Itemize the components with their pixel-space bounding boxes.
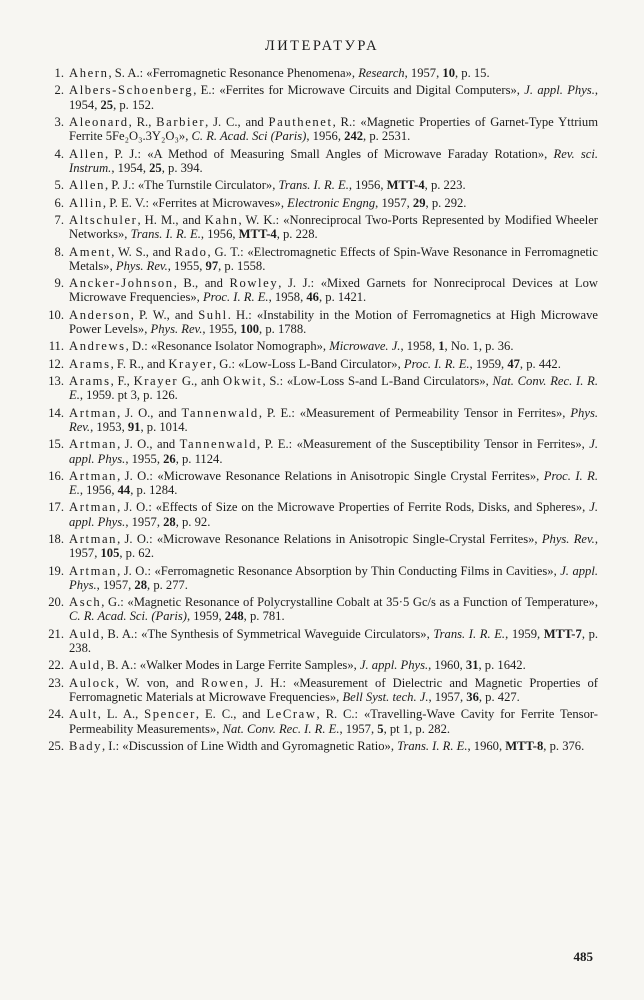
reference-number: 18. — [48, 532, 64, 547]
volume-number: 248 — [224, 609, 244, 624]
reference-text: , L. A., — [97, 707, 145, 722]
author-name: Albers-Schoenberg — [69, 83, 194, 98]
author-name: Altschuler — [69, 212, 138, 227]
author-name: Krayer — [168, 356, 213, 371]
page-title: ЛИТЕРАТУРА — [264, 38, 380, 54]
author-name: Pauthenet — [268, 114, 333, 129]
reference-text: , J. O., and — [117, 405, 182, 420]
reference-text: , B., and — [173, 276, 230, 291]
reference-text: , 1954, — [111, 160, 150, 175]
reference-text: , B. A.: «The Synthesis of Symmetrical Waveguide Circulators», — [100, 626, 434, 641]
reference-text: , S. A.: «Ferromagnetic Resonance Phenomena», — [108, 66, 359, 80]
journal-title: Phys. Rev. — [69, 405, 598, 434]
reference-text: , G. T.: «Electromagnetic Effects of Spin-Wave Resonance in Ferromagnetic Metals», — [69, 244, 598, 273]
reference-item — [18, 245, 598, 273]
reference-item — [18, 676, 598, 704]
volume-number: 97 — [205, 258, 219, 273]
reference-text: , 1960, — [428, 658, 466, 673]
reference-text: , G.: «Magnetic Resonance of Polycrystalline Cobalt at 35·5 Gc/s as a Function of Temperature», — [101, 595, 598, 610]
volume-number: MTT-4 — [386, 178, 425, 193]
reference-item — [18, 658, 598, 672]
reference-text: , J. O., and — [117, 437, 180, 452]
reference-text: , No. 1, p. 36. — [444, 339, 514, 354]
journal-title: C. R. Acad. Sci (Paris) — [191, 129, 307, 144]
reference-item — [18, 196, 598, 210]
reference-text: , p. 228. — [276, 227, 318, 242]
journal-title: Proc. I. R. E. — [403, 356, 470, 371]
reference-text: , G.: «Low-Loss L-Band Circulator», — [212, 356, 404, 371]
volume-number: 1 — [438, 339, 445, 354]
journal-title: C. R. Acad. Sci. (Paris) — [69, 609, 187, 624]
reference-list — [18, 66, 598, 756]
reference-item — [18, 500, 598, 528]
volume-number: 28 — [163, 514, 176, 529]
reference-number: 12. — [48, 356, 64, 371]
reference-text: , 1957, — [428, 690, 467, 705]
reference-item — [18, 357, 598, 371]
reference-number: 4. — [54, 146, 64, 161]
reference-text: , J. O.: «Microwave Resonance Relations in Anisotropic Single-Crystal Ferrites», — [117, 532, 542, 547]
reference-number: 15. — [48, 437, 64, 452]
volume-number: 100 — [240, 321, 260, 336]
journal-title: Rev. sci. Instrum. — [69, 146, 599, 175]
reference-item — [18, 437, 598, 465]
reference-text: , S.: «Low-Loss S-and L-Band Circulators», — [262, 374, 493, 389]
journal-title: J. appl. Phys. — [69, 500, 598, 529]
reference-text: , 1956, — [348, 178, 387, 193]
reference-text: , 1957, — [339, 721, 378, 736]
author-name: Tannenwald — [181, 405, 259, 420]
author-name: Allen — [69, 178, 105, 193]
reference-text: , p. 781. — [243, 609, 285, 624]
author-name: Arams — [69, 374, 111, 389]
reference-number: 17. — [48, 500, 64, 515]
reference-number: 23. — [48, 675, 64, 690]
journal-title: J. appl. Phys. — [359, 658, 429, 673]
author-name: Artman — [69, 563, 118, 578]
reference-item — [18, 374, 598, 402]
reference-number: 25. — [48, 739, 64, 754]
reference-item — [18, 147, 598, 175]
reference-text: , p. 223. — [424, 178, 466, 193]
author-name: Rowen — [201, 675, 245, 690]
reference-number: 7. — [54, 212, 64, 227]
reference-text: , E.: «Ferrites for Microwave Circuits and Digital Computers», — [193, 83, 525, 98]
author-name: Artman — [69, 405, 118, 420]
author-name: Allin — [69, 195, 103, 210]
journal-title: J. appl. Phys. — [69, 437, 598, 466]
reference-text: , p. 2531. — [363, 129, 411, 144]
author-name: Tannenwald — [179, 437, 257, 452]
reference-text: , 1953, — [90, 419, 128, 434]
reference-text: , P. E.: «Measurement of Permeability Tensor in Ferrites», — [258, 405, 571, 420]
reference-number: 22. — [48, 658, 64, 673]
reference-text: , 1960, — [467, 739, 506, 754]
reference-item — [18, 627, 598, 655]
reference-number: 2. — [54, 83, 64, 98]
reference-text: , I.: «Discussion of Line Width and Gyromagnetic Ratio», — [101, 739, 398, 754]
journal-title: Proc. I. R. E. — [69, 468, 598, 498]
reference-number: 13. — [48, 374, 64, 389]
reference-text: , 1959. pt 3, p. 126. — [79, 388, 178, 403]
reference-item — [18, 178, 598, 192]
journal-title: Electronic Engng — [287, 195, 376, 210]
reference-text: , pt 1, p. 282. — [383, 721, 451, 736]
reference-text: , p. 1124. — [175, 451, 223, 466]
volume-number: 46 — [306, 290, 319, 305]
author-name: Auld — [69, 626, 101, 641]
reference-item — [18, 739, 598, 753]
author-name: Okwit — [223, 374, 263, 389]
volume-number: 28 — [134, 577, 148, 592]
reference-text: , p. 238. — [69, 626, 599, 656]
reference-text: , P. J.: «A Method of Measuring Small Angles of Microwave Faraday Rotation», — [104, 146, 554, 161]
volume-number: MTT-4 — [238, 227, 277, 242]
reference-text: , 1959, — [187, 609, 225, 624]
reference-item — [18, 595, 598, 623]
reference-item — [18, 339, 598, 353]
reference-text: , W. von, and — [115, 675, 202, 690]
volume-number: 47 — [507, 356, 520, 371]
volume-number: 10 — [442, 66, 455, 80]
reference-number: 10. — [48, 307, 64, 322]
reference-item — [18, 564, 598, 592]
journal-title: Trans. I. R. E. — [433, 626, 506, 641]
reference-text: , p. 277. — [147, 577, 188, 592]
volume-number: 242 — [344, 129, 364, 144]
volume-number: 25 — [100, 97, 114, 112]
reference-text: , P. W., and — [130, 307, 199, 322]
author-name: Asch — [69, 595, 102, 610]
reference-text: , p. 1788. — [259, 321, 307, 336]
author-name: Auld — [69, 658, 101, 673]
reference-text: , p. 376. — [543, 739, 585, 754]
author-name: Rado — [174, 244, 208, 259]
reference-text: , J. J.: «Mixed Garnets for Nonreciprocal Devices at Low Microwave Frequencies», — [69, 276, 598, 305]
reference-text: , 1955, — [202, 321, 241, 336]
author-name: Artman — [69, 532, 118, 547]
author-name: Allen — [69, 146, 105, 161]
reference-text: , 1957, — [404, 66, 443, 80]
journal-title: Trans. I. R. E. — [278, 178, 349, 193]
reference-item — [18, 406, 598, 434]
volume-number: 29 — [412, 195, 426, 210]
reference-text: , H. M., and — [137, 212, 205, 227]
reference-number: 8. — [54, 244, 64, 259]
reference-number: 20. — [48, 595, 64, 610]
reference-number: 9. — [54, 276, 64, 291]
reference-text: , 1956, — [200, 227, 239, 242]
author-name: Spencer — [144, 707, 196, 722]
reference-item — [18, 532, 598, 560]
reference-text: , P. E. V.: «Ferrites at Microwaves», — [102, 195, 288, 210]
reference-text: , p. 92. — [175, 514, 211, 529]
reference-text: , 1959, — [505, 626, 544, 641]
reference-text: , J. H.: «Measurement of Dielectric and Magnetic Properties of Ferromagnetic Materials at Microwave Frequencies», — [69, 675, 598, 705]
reference-text: , p. 1558. — [218, 258, 266, 273]
reference-text: , J. O.: «Ferromagnetic Resonance Absorption by Thin Conducting Films in Cavities», — [117, 563, 561, 578]
reference-item — [18, 83, 598, 111]
reference-number: 16. — [48, 468, 64, 483]
reference-number: 3. — [54, 114, 64, 129]
journal-title: Phys. Rev. — [115, 258, 168, 273]
reference-text: , 1955, — [125, 451, 164, 466]
author-name: LeCraw — [266, 707, 317, 722]
author-name: Artman — [69, 437, 118, 452]
reference-text: , p. 1014. — [140, 419, 188, 434]
reference-text: , p. 427. — [478, 690, 520, 705]
reference-text: , J. C., and — [205, 114, 269, 129]
reference-text: , p. 442. — [519, 356, 561, 371]
reference-text: , p. 1642. — [478, 658, 526, 673]
reference-text: , p. 1421. — [318, 290, 367, 305]
journal-title: Nat. Conv. Rec. I. R. E. — [69, 374, 598, 403]
reference-text: , P. J.: «The Turnstile Circulator», — [104, 178, 279, 193]
journal-title: Microwave. J. — [329, 339, 401, 354]
journal-title: Proc. I. R. E. — [202, 290, 269, 305]
reference-item — [18, 308, 598, 336]
reference-text: , J. O.: «Effects of Size on the Microwave Properties of Ferrite Rods, Disks, and Spheres», — [117, 500, 590, 515]
reference-item — [18, 276, 598, 304]
journal-title: J. appl. Phys. — [69, 563, 598, 592]
reference-text: , 1955, — [167, 258, 206, 273]
journal-title: Research — [358, 66, 405, 80]
reference-text: G., anh — [178, 374, 224, 389]
reference-text: , 1956, — [79, 483, 118, 498]
journal-title: Trans. I. R. E. — [130, 227, 201, 242]
reference-text: , 1954, — [69, 83, 598, 112]
reference-text: , E. C., and — [195, 707, 267, 722]
reference-text: , 1957, — [96, 577, 135, 592]
reference-item — [18, 469, 598, 497]
author-name: Andrews — [69, 339, 126, 354]
reference-text: , 1958, — [400, 339, 439, 354]
author-name: Ancker-Johnson — [69, 276, 174, 291]
author-name: Ault — [69, 707, 98, 722]
volume-number: 44 — [117, 483, 131, 498]
author-name: Krayer — [133, 374, 179, 389]
volume-number: 25 — [149, 160, 162, 175]
volume-number: 26 — [163, 451, 176, 466]
reference-text: , P. E.: «Measurement of the Susceptibility Tensor in Ferrites», — [257, 437, 590, 452]
author-name: Arams — [69, 356, 111, 371]
reference-text: , p. 1284. — [130, 483, 178, 498]
reference-text: , W. K.: «Nonreciprocal Two-Ports Represented by Modified Wheeler Networks», — [69, 212, 598, 242]
reference-number: 6. — [54, 195, 64, 210]
reference-text: , 1958, — [268, 290, 307, 305]
volume-number: 36 — [466, 690, 479, 705]
reference-text: , p. 62. — [119, 546, 155, 561]
volume-number: 91 — [127, 419, 141, 434]
reference-item — [18, 707, 598, 735]
journal-title: Trans. I. R. E. — [397, 739, 468, 754]
author-name: Ament — [69, 244, 112, 259]
author-name: Bady — [69, 739, 102, 754]
reference-text: , 1957, — [125, 514, 164, 529]
reference-number: 21. — [48, 626, 64, 641]
reference-number: 5. — [54, 178, 64, 193]
author-name: Suhl — [198, 307, 228, 322]
volume-number: 105 — [100, 546, 120, 561]
reference-number: 19. — [48, 563, 64, 578]
reference-text: , 1957, — [69, 532, 598, 561]
reference-text: , R.: «Magnetic Properties of Garnet-Type Yttrium Ferrite 5Fe₂O₃.3Y₂O₃», — [69, 114, 598, 144]
reference-number: 14. — [48, 405, 64, 420]
reference-text: , p. 152. — [113, 97, 155, 112]
journal-title: Phys. Rev. — [541, 532, 595, 547]
reference-text: , F. R., and — [110, 356, 169, 371]
reference-item — [18, 66, 598, 80]
author-name: Artman — [69, 468, 118, 483]
reference-number: 24. — [48, 707, 64, 722]
reference-text: , D.: «Resonance Isolator Nomograph», — [125, 339, 330, 354]
reference-text: , R. C.: «Travelling-Wave Cavity for Ferrite Tensor-Permeability Measurements», — [69, 707, 598, 736]
reference-text: , F., — [110, 374, 134, 389]
reference-text: , 1959, — [469, 356, 508, 371]
author-name: Ahern — [69, 66, 109, 80]
author-name: Barbier — [156, 114, 206, 129]
volume-number: 31 — [465, 658, 479, 673]
reference-item — [18, 213, 598, 241]
reference-text: , 1957, — [375, 195, 413, 210]
reference-text: . H.: «Instability in the Motion of Ferromagnetics at High Microwave Power Levels», — [69, 307, 598, 336]
reference-text: , p. 292. — [425, 195, 467, 210]
reference-number: 1. — [54, 66, 64, 80]
author-name: Anderson — [69, 307, 131, 322]
reference-text: , J. O.: «Microwave Resonance Relations in Anisotropic Single Crystal Ferrites», — [117, 468, 544, 483]
reference-item — [18, 115, 598, 143]
journal-title: Nat. Conv. Rec. I. R. E. — [222, 721, 340, 736]
reference-text: , p. 394. — [161, 160, 203, 175]
reference-text: , R., — [128, 114, 157, 129]
reference-text: , B. A.: «Walker Modes in Large Ferrite Samples», — [100, 658, 360, 673]
volume-number: 5 — [377, 721, 384, 736]
author-name: Aleonard — [69, 114, 129, 129]
reference-text: , W. S., and — [111, 244, 175, 259]
author-name: Rowley — [229, 276, 279, 291]
reference-text: , p. 15. — [454, 66, 490, 80]
journal-title: Phys. Rev. — [150, 321, 203, 336]
journal-title: Bell Syst. tech. J. — [342, 690, 429, 705]
reference-number: 11. — [48, 339, 64, 354]
author-name: Aulock — [69, 675, 116, 690]
volume-number: MTT-7 — [543, 626, 582, 641]
journal-title: J. appl. Phys. — [524, 83, 595, 98]
author-name: Artman — [69, 500, 118, 515]
volume-number: MTT-8 — [505, 739, 544, 754]
page-number: 485 — [573, 949, 593, 964]
reference-text: , 1956, — [306, 129, 345, 144]
author-name: Kahn — [204, 212, 239, 227]
